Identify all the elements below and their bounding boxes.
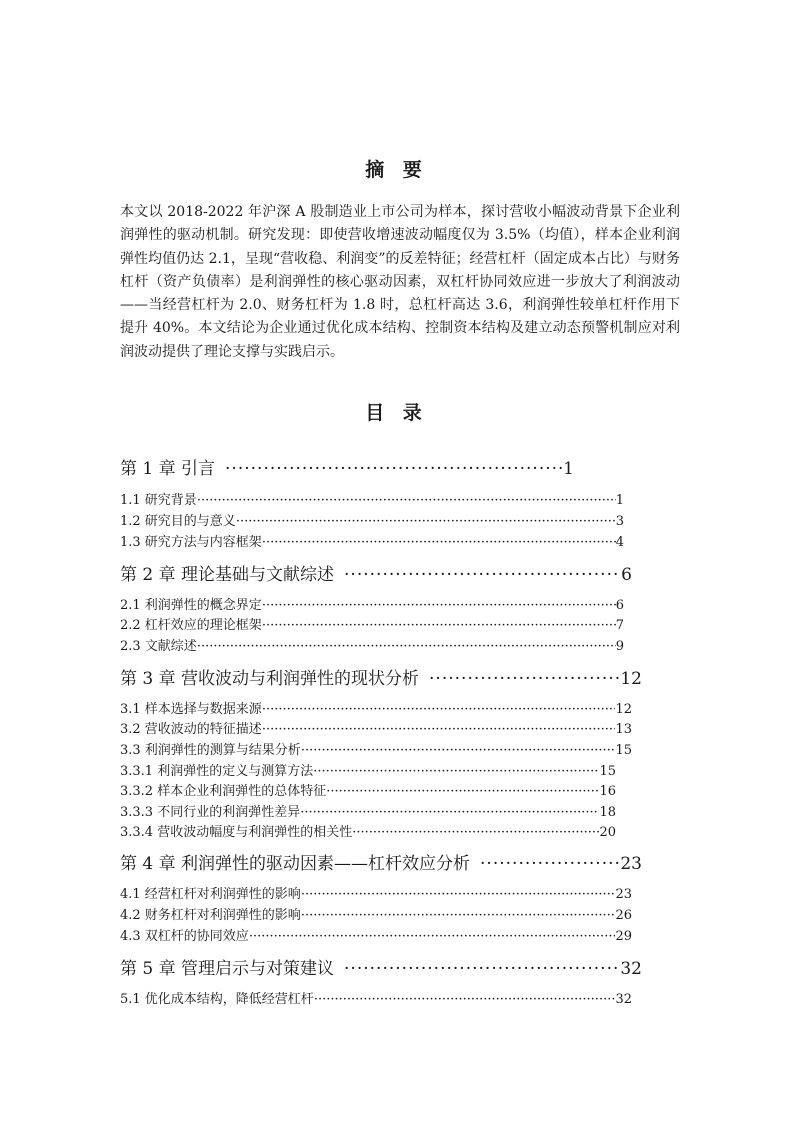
toc-entry-label: 3.3.1 利润弹性的定义与测算方法 bbox=[120, 764, 314, 779]
leader-dots bbox=[197, 639, 616, 654]
toc-entry-label: 3.3.3 不同行业的利润弹性差异 bbox=[120, 805, 301, 820]
leader-dots bbox=[326, 784, 599, 799]
toc-page-number: 29 bbox=[615, 929, 632, 944]
toc-page-number: 1 bbox=[615, 493, 624, 508]
toc-section-3-3-1[interactable] bbox=[120, 760, 616, 780]
leader-dots bbox=[344, 959, 620, 979]
leader-dots bbox=[352, 825, 599, 840]
toc-section-1-1[interactable] bbox=[120, 489, 624, 509]
toc-section-3-3-3[interactable] bbox=[120, 801, 616, 821]
toc-page-number: 9 bbox=[615, 639, 624, 654]
toc-entry-label: 2.3 文献综述 bbox=[120, 639, 197, 654]
toc-entry-label: 3.3.2 样本企业利润弹性的总体特征 bbox=[120, 784, 327, 799]
toc-section-3-3-4[interactable] bbox=[120, 821, 616, 841]
toc-page-number: 7 bbox=[615, 618, 624, 633]
toc-page-number: 12 bbox=[620, 669, 642, 689]
toc-section-2-1[interactable] bbox=[120, 594, 624, 614]
toc-page-number: 6 bbox=[621, 565, 632, 585]
toc-entry-label: 1.2 研究目的与意义 bbox=[120, 514, 236, 529]
leader-dots bbox=[301, 887, 616, 902]
toc-entry-label: 3.1 样本选择与数据来源 bbox=[120, 702, 262, 717]
toc-chapter-1[interactable] bbox=[120, 454, 574, 480]
toc-page-number: 6 bbox=[615, 598, 624, 613]
toc-section-4-3[interactable] bbox=[120, 925, 632, 945]
toc-section-5-1[interactable] bbox=[120, 988, 632, 1008]
toc-page-number: 20 bbox=[599, 825, 616, 840]
abstract-heading: 摘 要 bbox=[365, 159, 428, 181]
toc-chapter-2[interactable] bbox=[120, 560, 632, 586]
leader-dots bbox=[300, 805, 599, 820]
toc-section-1-2[interactable] bbox=[120, 510, 624, 530]
leader-dots bbox=[262, 535, 616, 550]
toc-entry-label: 第 2 章 理论基础与文献综述 bbox=[120, 565, 335, 585]
leader-dots bbox=[225, 459, 563, 479]
toc-section-4-2[interactable] bbox=[120, 904, 632, 924]
toc-page-number: 15 bbox=[615, 743, 632, 758]
toc-entry-label: 5.1 优化成本结构，降低经营杠杆 bbox=[120, 992, 314, 1007]
leader-dots bbox=[344, 565, 621, 585]
toc-chapter-4[interactable] bbox=[120, 849, 642, 875]
toc-page-number: 23 bbox=[615, 887, 632, 902]
toc-page-number: 23 bbox=[620, 854, 642, 874]
leader-dots bbox=[197, 493, 616, 508]
leader-dots bbox=[262, 722, 616, 737]
toc-section-2-3[interactable] bbox=[120, 635, 624, 655]
leader-dots bbox=[262, 618, 616, 633]
toc-entry-label: 1.3 研究方法与内容框架 bbox=[120, 535, 262, 550]
leader-dots bbox=[249, 929, 616, 944]
toc-chapter-5[interactable] bbox=[120, 954, 642, 980]
toc-entry-label: 1.1 研究背景 bbox=[120, 493, 197, 508]
leader-dots bbox=[262, 598, 616, 613]
leader-dots bbox=[480, 854, 620, 874]
toc-section-3-3[interactable] bbox=[120, 739, 632, 759]
toc-section-3-3-2[interactable] bbox=[120, 780, 616, 800]
toc-page-number: 16 bbox=[599, 784, 616, 799]
leader-dots bbox=[262, 702, 616, 717]
toc-page-number: 1 bbox=[563, 459, 574, 479]
leader-dots bbox=[301, 743, 616, 758]
toc-entry-label: 4.1 经营杠杆对利润弹性的影响 bbox=[120, 887, 301, 902]
toc-entry-label: 3.3 利润弹性的测算与结果分析 bbox=[120, 743, 301, 758]
toc-entry-label: 第 4 章 利润弹性的驱动因素——杠杆效应分析 bbox=[120, 854, 471, 874]
abstract-body: 本文以 2018-2022 年沪深 A 股制造业上市公司为样本，探讨营收小幅波动背景下企业利润弹性的驱动机制。研究发现：即使营收增速波动幅度仅为 3.5%（均值），样本企业利润弹性均值仍达 2.1，呈现“营收稳、利润变”的反差特征；经营杠杆（固定成本占比）与财务杠杆（资产负债率）是利润弹性的核心驱动因素，双杠杆协同效应进一步放大了利润波动——当经营杠杆为 2.0、财务杠杆为 1.8 时，总杠杆高达 3.6，利润弹性较单杠杆作用下提升 40%。本文结论为企业通过优化成本结构、控制资本结构及建立动态预警机制应对利润波动提供了理论支撑与实践启示。 bbox=[120, 204, 680, 360]
toc-entry-label: 第 5 章 管理启示与对策建议 bbox=[120, 959, 335, 979]
toc-page-number: 15 bbox=[599, 764, 616, 779]
toc-page-number: 32 bbox=[620, 959, 642, 979]
toc-page-number: 26 bbox=[615, 908, 632, 923]
toc-entry-label: 4.3 双杠杆的协同效应 bbox=[120, 929, 249, 944]
toc-heading: 目 录 bbox=[365, 402, 428, 424]
leader-dots bbox=[314, 992, 616, 1007]
leader-dots bbox=[301, 908, 616, 923]
leader-dots bbox=[429, 669, 620, 689]
toc-page-number: 13 bbox=[615, 722, 632, 737]
leader-dots bbox=[236, 514, 616, 529]
toc-chapter-3[interactable] bbox=[120, 664, 642, 690]
toc-page-number: 32 bbox=[615, 992, 632, 1007]
toc-entry-label: 2.2 杠杆效应的理论框架 bbox=[120, 618, 262, 633]
toc-page-number: 4 bbox=[615, 535, 624, 550]
toc-entry-label: 2.1 利润弹性的概念界定 bbox=[120, 598, 262, 613]
toc-page-number: 3 bbox=[615, 514, 624, 529]
toc-entry-label: 3.3.4 营收波动幅度与利润弹性的相关性 bbox=[120, 825, 353, 840]
toc-entry-label: 第 1 章 引言 bbox=[120, 459, 216, 479]
toc-section-3-1[interactable] bbox=[120, 698, 632, 718]
toc-entry-label: 3.2 营收波动的特征描述 bbox=[120, 722, 262, 737]
toc-page-number: 12 bbox=[615, 702, 632, 717]
toc-section-2-2[interactable] bbox=[120, 614, 624, 634]
leader-dots bbox=[313, 764, 599, 779]
toc-entry-label: 4.2 财务杠杆对利润弹性的影响 bbox=[120, 908, 301, 923]
toc-section-4-1[interactable] bbox=[120, 883, 632, 903]
toc-entry-label: 第 3 章 营收波动与利润弹性的现状分析 bbox=[120, 669, 420, 689]
toc-section-3-2[interactable] bbox=[120, 718, 632, 738]
toc-section-1-3[interactable] bbox=[120, 531, 624, 551]
toc-page-number: 18 bbox=[599, 805, 616, 820]
